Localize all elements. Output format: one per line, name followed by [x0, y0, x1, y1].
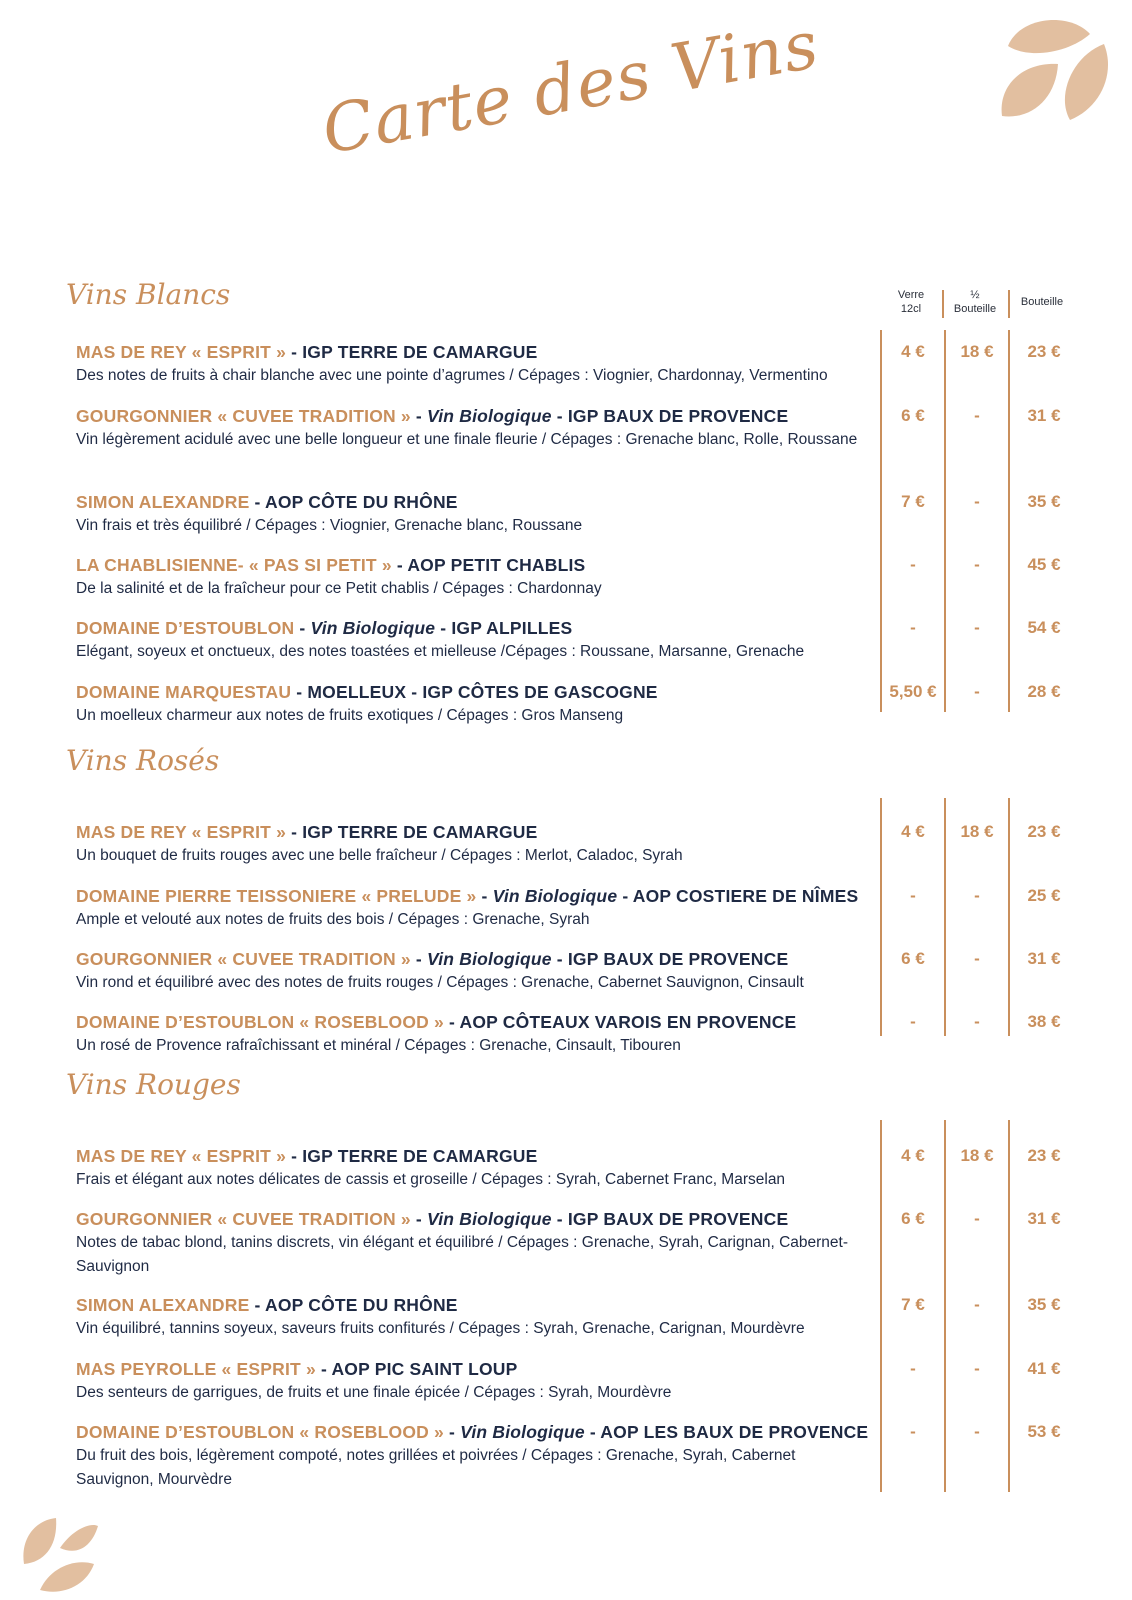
- wine-producer: GOURGONNIER « CUVEE TRADITION »: [76, 1209, 411, 1229]
- wine-item: [76, 1420, 1106, 1492]
- wine-organic-label: Vin Biologique: [427, 406, 552, 426]
- wine-item: [76, 884, 1106, 932]
- wine-producer: LA CHABLISIENNE- « PAS SI PETIT »: [76, 555, 392, 575]
- price-half-bottle: -: [974, 1359, 980, 1378]
- price-half-bottle: -: [974, 492, 980, 511]
- wine-appellation: -: [410, 406, 428, 426]
- wine-appellation: - AOP PETIT CHABLIS: [391, 555, 586, 575]
- price-half-bottle: -: [974, 618, 980, 637]
- wine-producer: MAS DE REY « ESPRIT »: [76, 342, 287, 362]
- wine-description: Un rosé de Provence rafraîchissant et minéral / Cépages : Grenache, Cinsault, Tibouren: [76, 1037, 681, 1054]
- wine-appellation: -: [410, 949, 428, 969]
- wine-description: Vin légèrement acidulé avec une belle longueur et une finale fleurie / Cépages : Grenache blanc, Rolle, Roussane: [76, 431, 858, 448]
- wine-producer: SIMON ALEXANDRE: [76, 1295, 250, 1315]
- wine-appellation: -: [410, 1209, 428, 1229]
- wine-appellation: -: [294, 618, 311, 638]
- price-bottle: 23 €: [1027, 342, 1061, 361]
- wine-item: [76, 490, 1106, 538]
- wine-item: [76, 680, 1106, 728]
- wine-appellation: -: [443, 1422, 461, 1442]
- page-title: Carte des Vins: [316, 5, 825, 169]
- price-glass: 4 €: [901, 822, 925, 841]
- wine-description: Vin équilibré, tannins soyeux, saveurs fruits confiturés / Cépages : Syrah, Grenache, Carignan, Mourdèvre: [76, 1320, 805, 1337]
- price-half-bottle: 18 €: [960, 1146, 994, 1165]
- price-glass: -: [910, 555, 916, 574]
- leaf-logo-icon: [1000, 12, 1112, 128]
- section-title-roses: Vins Rosés: [66, 744, 220, 777]
- wine-item: [76, 1293, 1106, 1341]
- wine-description: Ample et velouté aux notes de fruits des bois / Cépages : Grenache, Syrah: [76, 911, 590, 928]
- wine-appellation: - IGP ALPILLES: [435, 618, 573, 638]
- price-half-bottle: -: [974, 1422, 980, 1441]
- price-glass: 6 €: [901, 1209, 925, 1228]
- wine-producer: MAS DE REY « ESPRIT »: [76, 1146, 287, 1166]
- price-half-bottle: -: [974, 555, 980, 574]
- price-glass: 4 €: [901, 1146, 925, 1165]
- wine-item: [76, 1010, 1106, 1058]
- price-half-bottle: -: [974, 949, 980, 968]
- header-half-bottle: [942, 288, 1008, 316]
- price-bottle: 23 €: [1027, 822, 1061, 841]
- leaf-logo-icon: [20, 1512, 100, 1594]
- price-bottle: 31 €: [1027, 1209, 1061, 1228]
- wine-item: [76, 553, 1106, 601]
- price-half-bottle: -: [974, 1209, 980, 1228]
- wine-description: Vin rond et équilibré avec des notes de fruits rouges / Cépages : Grenache, Cabernet Sauvignon, Cinsault: [76, 974, 804, 991]
- wine-producer: SIMON ALEXANDRE: [76, 492, 250, 512]
- price-glass: -: [910, 618, 916, 637]
- wine-appellation: - MOELLEUX - IGP CÔTES DE GASCOGNE: [291, 682, 658, 702]
- wine-producer: DOMAINE PIERRE TEISSONIERE « PRELUDE »: [76, 886, 477, 906]
- wine-item: [76, 820, 1106, 868]
- price-column-headers: [880, 288, 1076, 324]
- price-half-bottle: 18 €: [960, 342, 994, 361]
- price-glass: 7 €: [901, 1295, 925, 1314]
- wine-producer: GOURGONNIER « CUVEE TRADITION »: [76, 406, 411, 426]
- header-half-label: ½ Bouteille: [953, 289, 997, 315]
- wine-description: Un bouquet de fruits rouges avec une belle fraîcheur / Cépages : Merlot, Caladoc, Syrah: [76, 847, 683, 864]
- price-glass: 4 €: [901, 342, 925, 361]
- wine-appellation: - IGP TERRE DE CAMARGUE: [286, 822, 538, 842]
- wine-item: [76, 947, 1106, 995]
- price-glass: 6 €: [901, 949, 925, 968]
- wine-appellation: - IGP BAUX DE PROVENCE: [551, 406, 789, 426]
- price-bottle: 41 €: [1027, 1359, 1061, 1378]
- wine-producer: DOMAINE D’ESTOUBLON « ROSEBLOOD »: [76, 1012, 444, 1032]
- header-bottle: Bouteille: [1020, 296, 1064, 308]
- price-glass: -: [910, 1359, 916, 1378]
- wine-description: Frais et élégant aux notes délicates de cassis et groseille / Cépages : Syrah, Cabernet Franc, Marselan: [76, 1171, 786, 1188]
- price-bottle: 45 €: [1027, 555, 1061, 574]
- section-title-rouges: Vins Rouges: [66, 1068, 241, 1101]
- price-bottle: 54 €: [1027, 618, 1061, 637]
- wine-description: Un moelleux charmeur aux notes de fruits exotiques / Cépages : Gros Manseng: [76, 707, 624, 724]
- price-bottle: 31 €: [1027, 949, 1061, 968]
- wine-appellation: - IGP BAUX DE PROVENCE: [551, 1209, 789, 1229]
- wine-item: [76, 404, 1106, 452]
- price-glass: 7 €: [901, 492, 925, 511]
- wine-producer: MAS DE REY « ESPRIT »: [76, 822, 287, 842]
- price-bottle: 23 €: [1027, 1146, 1061, 1165]
- wine-organic-label: Vin Biologique: [427, 1209, 552, 1229]
- price-glass: 5,50 €: [889, 682, 937, 701]
- wine-item: [76, 1144, 1106, 1192]
- price-glass: -: [910, 1422, 916, 1441]
- price-bottle: 31 €: [1027, 406, 1061, 425]
- wine-item: [76, 1357, 1106, 1405]
- wine-item: [76, 616, 1106, 664]
- price-half-bottle: -: [974, 682, 980, 701]
- wine-appellation: - IGP TERRE DE CAMARGUE: [286, 1146, 538, 1166]
- wine-item: [76, 1207, 1106, 1279]
- price-glass: 6 €: [901, 406, 925, 425]
- wine-description: Notes de tabac blond, tanins discrets, vin élégant et équilibré / Cépages : Grenache, Syrah, Carignan, Cabernet-Sauvignon: [76, 1234, 849, 1275]
- header-verre-label: Verre 12cl: [897, 289, 925, 315]
- wine-producer: DOMAINE MARQUESTAU: [76, 682, 292, 702]
- price-bottle: 38 €: [1027, 1012, 1061, 1031]
- wine-appellation: - IGP BAUX DE PROVENCE: [551, 949, 789, 969]
- wine-organic-label: Vin Biologique: [427, 949, 552, 969]
- header-verre: [880, 288, 942, 316]
- price-glass: -: [910, 886, 916, 905]
- wine-producer: GOURGONNIER « CUVEE TRADITION »: [76, 949, 411, 969]
- wine-producer: MAS PEYROLLE « ESPRIT »: [76, 1359, 316, 1379]
- wine-organic-label: Vin Biologique: [460, 1422, 585, 1442]
- price-bottle: 35 €: [1027, 492, 1061, 511]
- price-glass: -: [910, 1012, 916, 1031]
- wine-description: Des senteurs de garrigues, de fruits et une finale épicée / Cépages : Syrah, Mourdèvre: [76, 1384, 672, 1401]
- price-bottle: 53 €: [1027, 1422, 1061, 1441]
- price-bottle: 28 €: [1027, 682, 1061, 701]
- section-title-blancs: Vins Blancs: [66, 278, 231, 311]
- wine-organic-label: Vin Biologique: [310, 618, 436, 638]
- wine-appellation: - AOP LES BAUX DE PROVENCE: [584, 1422, 869, 1442]
- wine-appellation: - AOP COSTIERE DE NÎMES: [617, 886, 859, 906]
- wine-appellation: - AOP PIC SAINT LOUP: [315, 1359, 518, 1379]
- wine-description: Elégant, soyeux et onctueux, des notes toastées et mielleuse /Cépages : Roussane, Marsanne, Grenache: [76, 643, 805, 660]
- price-half-bottle: -: [974, 1295, 980, 1314]
- price-half-bottle: 18 €: [960, 822, 994, 841]
- wine-description: Des notes de fruits à chair blanche avec une pointe d’agrumes / Cépages : Viognier, Chardonnay, Vermentino: [76, 367, 828, 384]
- price-half-bottle: -: [974, 406, 980, 425]
- price-bottle: 25 €: [1027, 886, 1061, 905]
- wine-appellation: - AOP CÔTEAUX VAROIS EN PROVENCE: [443, 1012, 797, 1032]
- wine-appellation: - AOP CÔTE DU RHÔNE: [249, 492, 458, 512]
- wine-organic-label: Vin Biologique: [492, 886, 618, 906]
- wine-appellation: -: [476, 886, 493, 906]
- wine-item: [76, 340, 1106, 388]
- wine-producer: DOMAINE D’ESTOUBLON « ROSEBLOOD »: [76, 1422, 444, 1442]
- wine-producer: DOMAINE D’ESTOUBLON: [76, 618, 295, 638]
- price-bottle: 35 €: [1027, 1295, 1061, 1314]
- price-half-bottle: -: [974, 886, 980, 905]
- price-half-bottle: -: [974, 1012, 980, 1031]
- wine-description: Du fruit des bois, légèrement compoté, notes grillées et poivrées / Cépages : Grenache, Syrah, Cabernet Sauvignon, Mourvèdre: [76, 1447, 796, 1488]
- wine-appellation: - IGP TERRE DE CAMARGUE: [286, 342, 538, 362]
- wine-description: De la salinité et de la fraîcheur pour ce Petit chablis / Cépages : Chardonnay: [76, 580, 602, 597]
- wine-appellation: - AOP CÔTE DU RHÔNE: [249, 1295, 458, 1315]
- wine-description: Vin frais et très équilibré / Cépages : Viognier, Grenache blanc, Roussane: [76, 517, 583, 534]
